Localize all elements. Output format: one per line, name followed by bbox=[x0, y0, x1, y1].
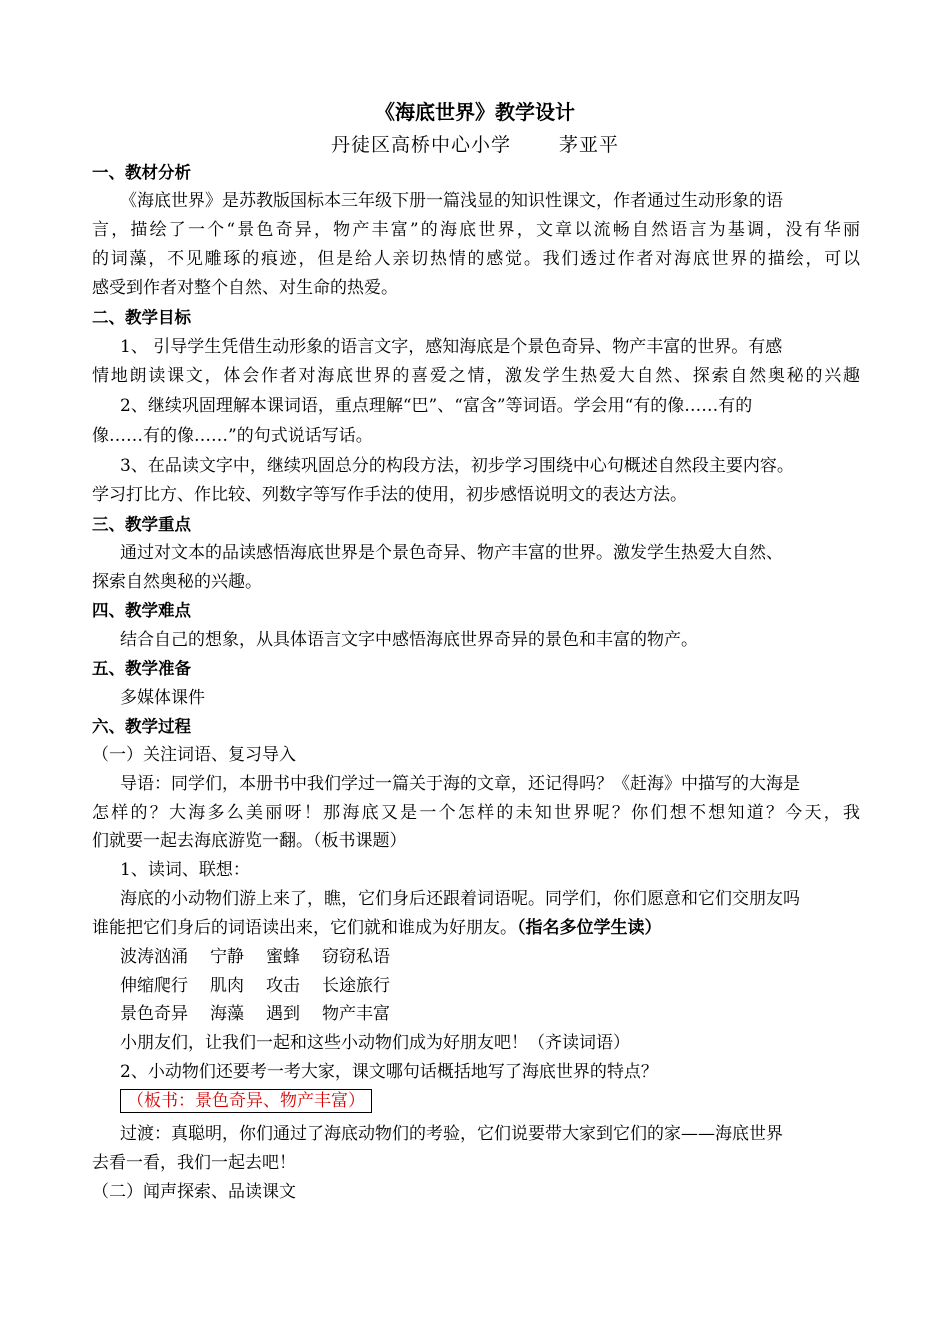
author-name: 茅亚平 bbox=[559, 134, 620, 156]
word: 物产丰富 bbox=[322, 1004, 390, 1024]
paragraph-line: 感受到作者对整个自然、对生命的热爱。 bbox=[92, 278, 398, 298]
paragraph-line: 们就要一起去海底游览一翻。（板书课题） bbox=[92, 831, 407, 851]
word: 伸缩爬行 bbox=[120, 976, 188, 996]
paragraph-line: 海底的小动物们游上来了，瞧，它们身后还跟着词语呢。同学们，你们愿意和它们交朋友吗 bbox=[120, 889, 800, 909]
goal-3-line: 3、在品读文字中，继续巩固总分的构段方法，初步学习围绕中心句概述自然段主要内容。 bbox=[120, 456, 794, 476]
word-row bbox=[120, 973, 412, 999]
word: 宁静 bbox=[210, 947, 244, 967]
goal-2-line: 像……有的像……”的句式说话写话。 bbox=[92, 426, 373, 446]
word: 海藻 bbox=[210, 1004, 244, 1024]
word: 长途旅行 bbox=[322, 976, 390, 996]
subheading-review: （一）关注词语、复习导入 bbox=[92, 745, 296, 765]
word-row bbox=[120, 944, 412, 970]
paragraph-line: 导语：同学们，本册书中我们学过一篇关于海的文章，还记得吗？《赶海》中描写的大海是 bbox=[120, 774, 800, 794]
step-label: 2、小动物们还要考一考大家，课文哪句话概括地写了海底世界的特点？ bbox=[120, 1062, 658, 1082]
heading-difficulties: 四、教学难点 bbox=[92, 601, 191, 620]
paragraph-line: 《海底世界》是苏教版国标本三年级下册一篇浅显的知识性课文，作者通过生动形象的语 bbox=[120, 191, 783, 211]
goal-2-line: 2、继续巩固理解本课词语，重点理解“巴”、“富含”等词语。学会用“有的像……有的 bbox=[120, 396, 753, 416]
paragraph-line bbox=[92, 915, 662, 941]
heading-key-points: 三、教学重点 bbox=[92, 515, 191, 534]
goal-1-line: 1、 引导学生凭借生动形象的语言文字，感知海底是个景色奇异、物产丰富的世界。有感 bbox=[120, 337, 783, 357]
paragraph-line: 怎样的？大海多么美丽呀！那海底又是一个怎样的未知世界呢？你们想不想知道？今天，我 bbox=[92, 803, 860, 823]
heading-teaching-goals: 二、教学目标 bbox=[92, 308, 191, 327]
goal-3-line: 学习打比方、作比较、列数字等写作手法的使用，初步感悟说明文的表达方法。 bbox=[92, 485, 687, 505]
paragraph-text: 谁能把它们身后的词语读出来，它们就和谁成为好朋友。 bbox=[92, 918, 517, 938]
word: 景色奇异 bbox=[120, 1004, 188, 1024]
paragraph-line: 通过对文本的品读感悟海底世界是个景色奇异、物产丰富的世界。激发学生热爱大自然、 bbox=[120, 543, 783, 563]
paragraph-line: 去看一看，我们一起去吧！ bbox=[92, 1153, 296, 1173]
word: 遇到 bbox=[266, 1004, 300, 1024]
word: 蜜蜂 bbox=[266, 947, 300, 967]
subheading-explore: （二）闻声探索、品读课文 bbox=[92, 1182, 296, 1202]
paragraph-line: 探索自然奥秘的兴趣。 bbox=[92, 572, 262, 592]
author-school: 丹徒区高桥中心小学 bbox=[330, 134, 511, 156]
paragraph-line: 小朋友们，让我们一起和这些小动物们成为好朋友吧！（齐读词语） bbox=[120, 1033, 630, 1053]
paragraph-line: 的词藻，不见雕琢的痕迹，但是给人亲切热情的感觉。我们透过作者对海底世界的描绘，可以 bbox=[92, 249, 860, 269]
step-label: 1、读词、联想： bbox=[120, 860, 250, 880]
word: 肌肉 bbox=[210, 976, 244, 996]
word: 攻击 bbox=[266, 976, 300, 996]
author-line bbox=[0, 130, 950, 157]
goal-1-line: 情地朗读课文，体会作者对海底世界的喜爱之情，激发学生热爱大自然、探索自然奥秘的兴趣 bbox=[92, 366, 860, 386]
paragraph-line: 多媒体课件 bbox=[120, 688, 205, 708]
paragraph-line: 结合自己的想象，从具体语言文字中感悟海底世界奇异的景色和丰富的物产。 bbox=[120, 630, 698, 650]
document-title: 《海底世界》教学设计 bbox=[375, 100, 575, 124]
heading-process: 六、教学过程 bbox=[92, 717, 191, 736]
board-note-box: （板书：景色奇异、物产丰富） bbox=[120, 1089, 372, 1113]
board-note-row bbox=[120, 1088, 372, 1114]
heading-preparation: 五、教学准备 bbox=[92, 659, 191, 678]
word: 波涛汹涌 bbox=[120, 947, 188, 967]
bold-instruction: （指名多位学生读） bbox=[517, 918, 662, 938]
paragraph-line: 过渡：真聪明，你们通过了海底动物们的考验，它们说要带大家到它们的家——海底世界 bbox=[120, 1124, 783, 1144]
word: 窃窃私语 bbox=[322, 947, 390, 967]
paragraph-line: 言，描绘了一个“景色奇异，物产丰富”的海底世界，文章以流畅自然语言为基调，没有华丽 bbox=[92, 220, 860, 240]
word-row bbox=[120, 1001, 412, 1027]
heading-textbook-analysis: 一、教材分析 bbox=[92, 163, 191, 182]
